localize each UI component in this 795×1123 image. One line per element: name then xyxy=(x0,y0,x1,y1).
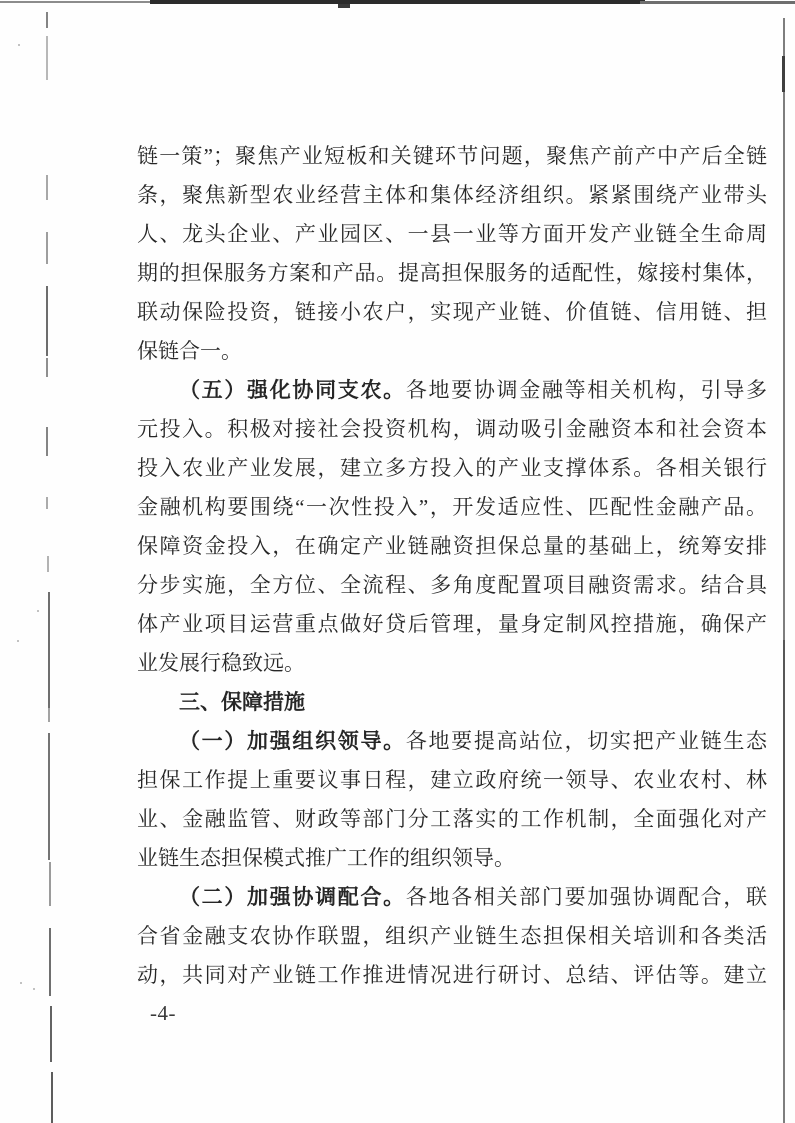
bold-heading-text: （五）强化协同支农。 xyxy=(179,378,406,402)
scan-artifact-left-line-segment xyxy=(46,12,48,28)
body-text: 链一策”；聚焦产业短板和关键环节问题，聚焦产前产中产后全链 xyxy=(137,144,767,168)
bold-heading-text: （一）加强组织领导。 xyxy=(179,729,406,753)
text-line xyxy=(137,488,767,527)
scan-artifact-left-line-segment xyxy=(46,286,48,356)
scan-artifact-right-edge-blob xyxy=(782,56,785,92)
scan-artifact-left-line-segment xyxy=(47,556,49,572)
body-text: 业链生态担保模式推广工作的组织领导。 xyxy=(137,846,515,870)
body-text: 业发展行稳致远。 xyxy=(137,651,305,675)
text-line xyxy=(137,761,767,800)
scan-artifact-right-edge-line xyxy=(783,18,785,1123)
body-text: 动，共同对产业链工作推进情况进行研讨、总结、评估等。建立 xyxy=(137,963,767,987)
body-text: 投入农业产业发展，建立多方投入的产业支撑体系。各相关银行 xyxy=(137,456,767,480)
body-text: 合省金融支农协作联盟，组织产业链生态担保相关培训和各类活 xyxy=(137,924,767,948)
text-line xyxy=(137,137,767,176)
text-line xyxy=(137,449,767,488)
text-line xyxy=(137,254,767,293)
body-text: 联动保险投资，链接小农户，实现产业链、价值链、信用链、担 xyxy=(137,300,767,324)
body-text: 担保工作提上重要议事日程，建立政府统一领导、农业农村、林 xyxy=(137,768,767,792)
text-line xyxy=(137,839,767,878)
scan-speck xyxy=(20,982,22,984)
body-text: 期的担保服务方案和产品。提高担保服务的适配性，嫁接村集体， xyxy=(137,261,767,285)
text-line xyxy=(137,527,767,566)
scan-artifact-top-notch xyxy=(338,4,350,8)
document-body-text xyxy=(137,137,767,995)
text-line xyxy=(137,410,767,449)
paragraph xyxy=(137,137,767,371)
body-text: 体产业项目运营重点做好贷后管理，量身定制风控措施，确保产 xyxy=(137,612,767,636)
body-text: 条，聚焦新型农业经营主体和集体经济组织。紧紧围绕产业带头 xyxy=(137,183,767,207)
body-text: 人、龙头企业、产业园区、一县一业等方面开发产业链全生命周 xyxy=(137,222,767,246)
scan-artifact-left-line-segment xyxy=(46,36,48,80)
scan-artifact-left-line-segment xyxy=(48,733,50,860)
text-line xyxy=(137,293,767,332)
body-text: 业、金融监管、财政等部门分工落实的工作机制，全面强化对产 xyxy=(137,807,767,831)
text-line xyxy=(137,956,767,995)
scan-speck xyxy=(17,640,19,642)
body-text: 各地要提高站位，切实把产业链生态 xyxy=(405,729,767,753)
body-text: 保链合一。 xyxy=(137,339,242,363)
text-line xyxy=(137,371,767,410)
text-line xyxy=(137,215,767,254)
scan-artifact-left-line-segment xyxy=(49,928,51,996)
scan-artifact-left-line-segment xyxy=(51,1072,53,1123)
paragraph xyxy=(137,371,767,683)
scan-artifact-left-line-segment xyxy=(48,592,50,708)
scan-artifact-left-line-segment xyxy=(46,232,48,264)
body-text: 分步实施，全方位、全流程、多角度配置项目融资需求。结合具 xyxy=(137,573,767,597)
page-number: -4- xyxy=(150,1001,176,1025)
body-text: 元投入。积极对接社会投资机构，调动吸引金融资本和社会资本 xyxy=(137,417,767,441)
scan-artifact-left-line-segment xyxy=(46,427,48,456)
text-line xyxy=(137,332,767,371)
body-text: 保障资金投入，在确定产业链融资担保总量的基础上，统筹安排 xyxy=(137,534,767,558)
text-line xyxy=(137,644,767,683)
scan-artifact-top-edge-right xyxy=(640,1,795,4)
bold-heading-text: （二）加强协调配合。 xyxy=(179,885,406,909)
paragraph xyxy=(137,878,767,995)
text-line xyxy=(137,176,767,215)
text-line xyxy=(137,722,767,761)
body-text: 各地各相关部门要加强协调配合，联 xyxy=(405,885,767,909)
scan-speck xyxy=(33,988,35,990)
text-line xyxy=(137,878,767,917)
scan-artifact-left-line-segment xyxy=(46,358,48,377)
paragraph xyxy=(137,683,767,722)
paragraph xyxy=(137,722,767,878)
text-line xyxy=(137,566,767,605)
bold-heading-text: 三、保障措施 xyxy=(179,690,305,714)
scan-artifact-top-edge-dark xyxy=(150,0,645,4)
scan-artifact-left-line-segment xyxy=(46,497,48,509)
scan-artifact-left-line-segment xyxy=(46,175,48,200)
body-text: 各地要协调金融等相关机构，引导多 xyxy=(405,378,767,402)
body-text: 金融机构要围绕“一次性投入”，开发适应性、匹配性金融产品。 xyxy=(137,495,767,519)
text-line xyxy=(137,605,767,644)
text-line xyxy=(137,800,767,839)
scan-artifact-right-edge-line-dark xyxy=(783,640,785,1010)
scan-artifact-left-line-segment xyxy=(50,1006,52,1062)
scan-artifact-left-line-segment xyxy=(48,708,50,722)
scan-speck xyxy=(37,610,39,612)
scan-artifact-left-line-segment xyxy=(49,862,51,906)
text-line xyxy=(137,917,767,956)
scan-speck xyxy=(18,44,20,46)
scan-artifact-top-edge xyxy=(0,1,795,3)
text-line xyxy=(137,683,767,722)
